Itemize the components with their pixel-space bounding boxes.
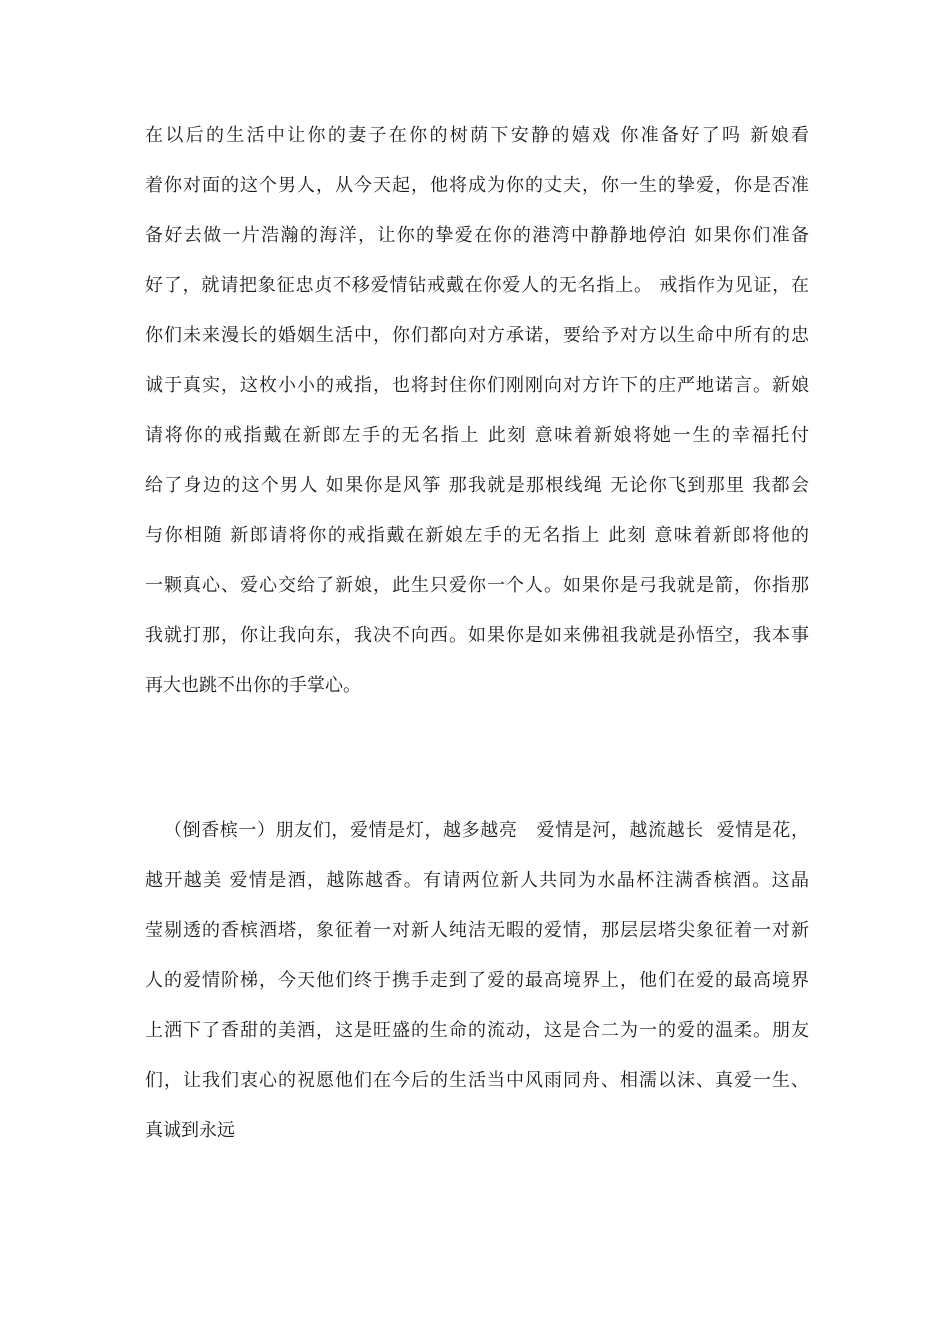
text-line: 在以后的生活中让你的妻子在你的树荫下安静的嬉戏 你准备好了吗 新娘看 xyxy=(145,125,809,146)
text-line: 再大也跳不出你的手掌心。 xyxy=(145,675,361,696)
text-line: 诚于真实，这枚小小的戒指，也将封住你们刚刚向对方许下的庄严地诺言。新娘 xyxy=(145,375,809,396)
text-line: 与你相随 新郎请将你的戒指戴在新娘左手的无名指上 此刻 意味着新郎将他的 xyxy=(145,525,809,546)
text-line: 真诚到永远 xyxy=(145,1120,235,1141)
text-line: 备好去做一片浩瀚的海洋，让你的挚爱在你的港湾中静静地停泊 如果你们准备 xyxy=(145,225,809,246)
text-line: 一颗真心、爱心交给了新娘，此生只爱你一个人。如果你是弓我就是箭，你指那 xyxy=(145,575,809,596)
text-line: 你们未来漫长的婚姻生活中，你们都向对方承诺，要给予对方以生命中所有的忠 xyxy=(145,325,809,346)
text-line: 越开越美 爱情是酒，越陈越香。有请两位新人共同为水晶杯注满香槟酒。这晶 xyxy=(145,870,809,891)
text-line: 请将你的戒指戴在新郎左手的无名指上 此刻 意味着新娘将她一生的幸福托付 xyxy=(145,425,809,446)
paragraph-ring-exchange xyxy=(145,111,809,711)
text-line: （倒香槟一）朋友们，爱情是灯，越多越亮 爱情是河，越流越长 爱情是花， xyxy=(145,820,809,841)
text-line: 上洒下了香甜的美酒，这是旺盛的生命的流动，这是合二为一的爱的温柔。朋友 xyxy=(145,1020,809,1041)
text-line: 好了，就请把象征忠贞不移爱情钻戒戴在你爱人的无名指上。 戒指作为见证，在 xyxy=(145,275,809,296)
text-line: 着你对面的这个男人，从今天起，他将成为你的丈夫，你一生的挚爱，你是否准 xyxy=(145,175,809,196)
text-line: 人的爱情阶梯，今天他们终于携手走到了爱的最高境界上，他们在爱的最高境界 xyxy=(145,970,809,991)
paragraph-champagne xyxy=(145,806,809,1156)
text-line: 我就打那，你让我向东，我决不向西。如果你是如来佛祖我就是孙悟空，我本事 xyxy=(145,625,809,646)
text-line: 给了身边的这个男人 如果你是风筝 那我就是那根线绳 无论你飞到那里 我都会 xyxy=(145,475,809,496)
text-line: 们，让我们衷心的祝愿他们在今后的生活当中风雨同舟、相濡以沫、真爱一生、 xyxy=(145,1070,809,1091)
text-line: 莹剔透的香槟酒塔，象征着一对新人纯洁无暇的爱情，那层层塔尖象征着一对新 xyxy=(145,920,809,941)
